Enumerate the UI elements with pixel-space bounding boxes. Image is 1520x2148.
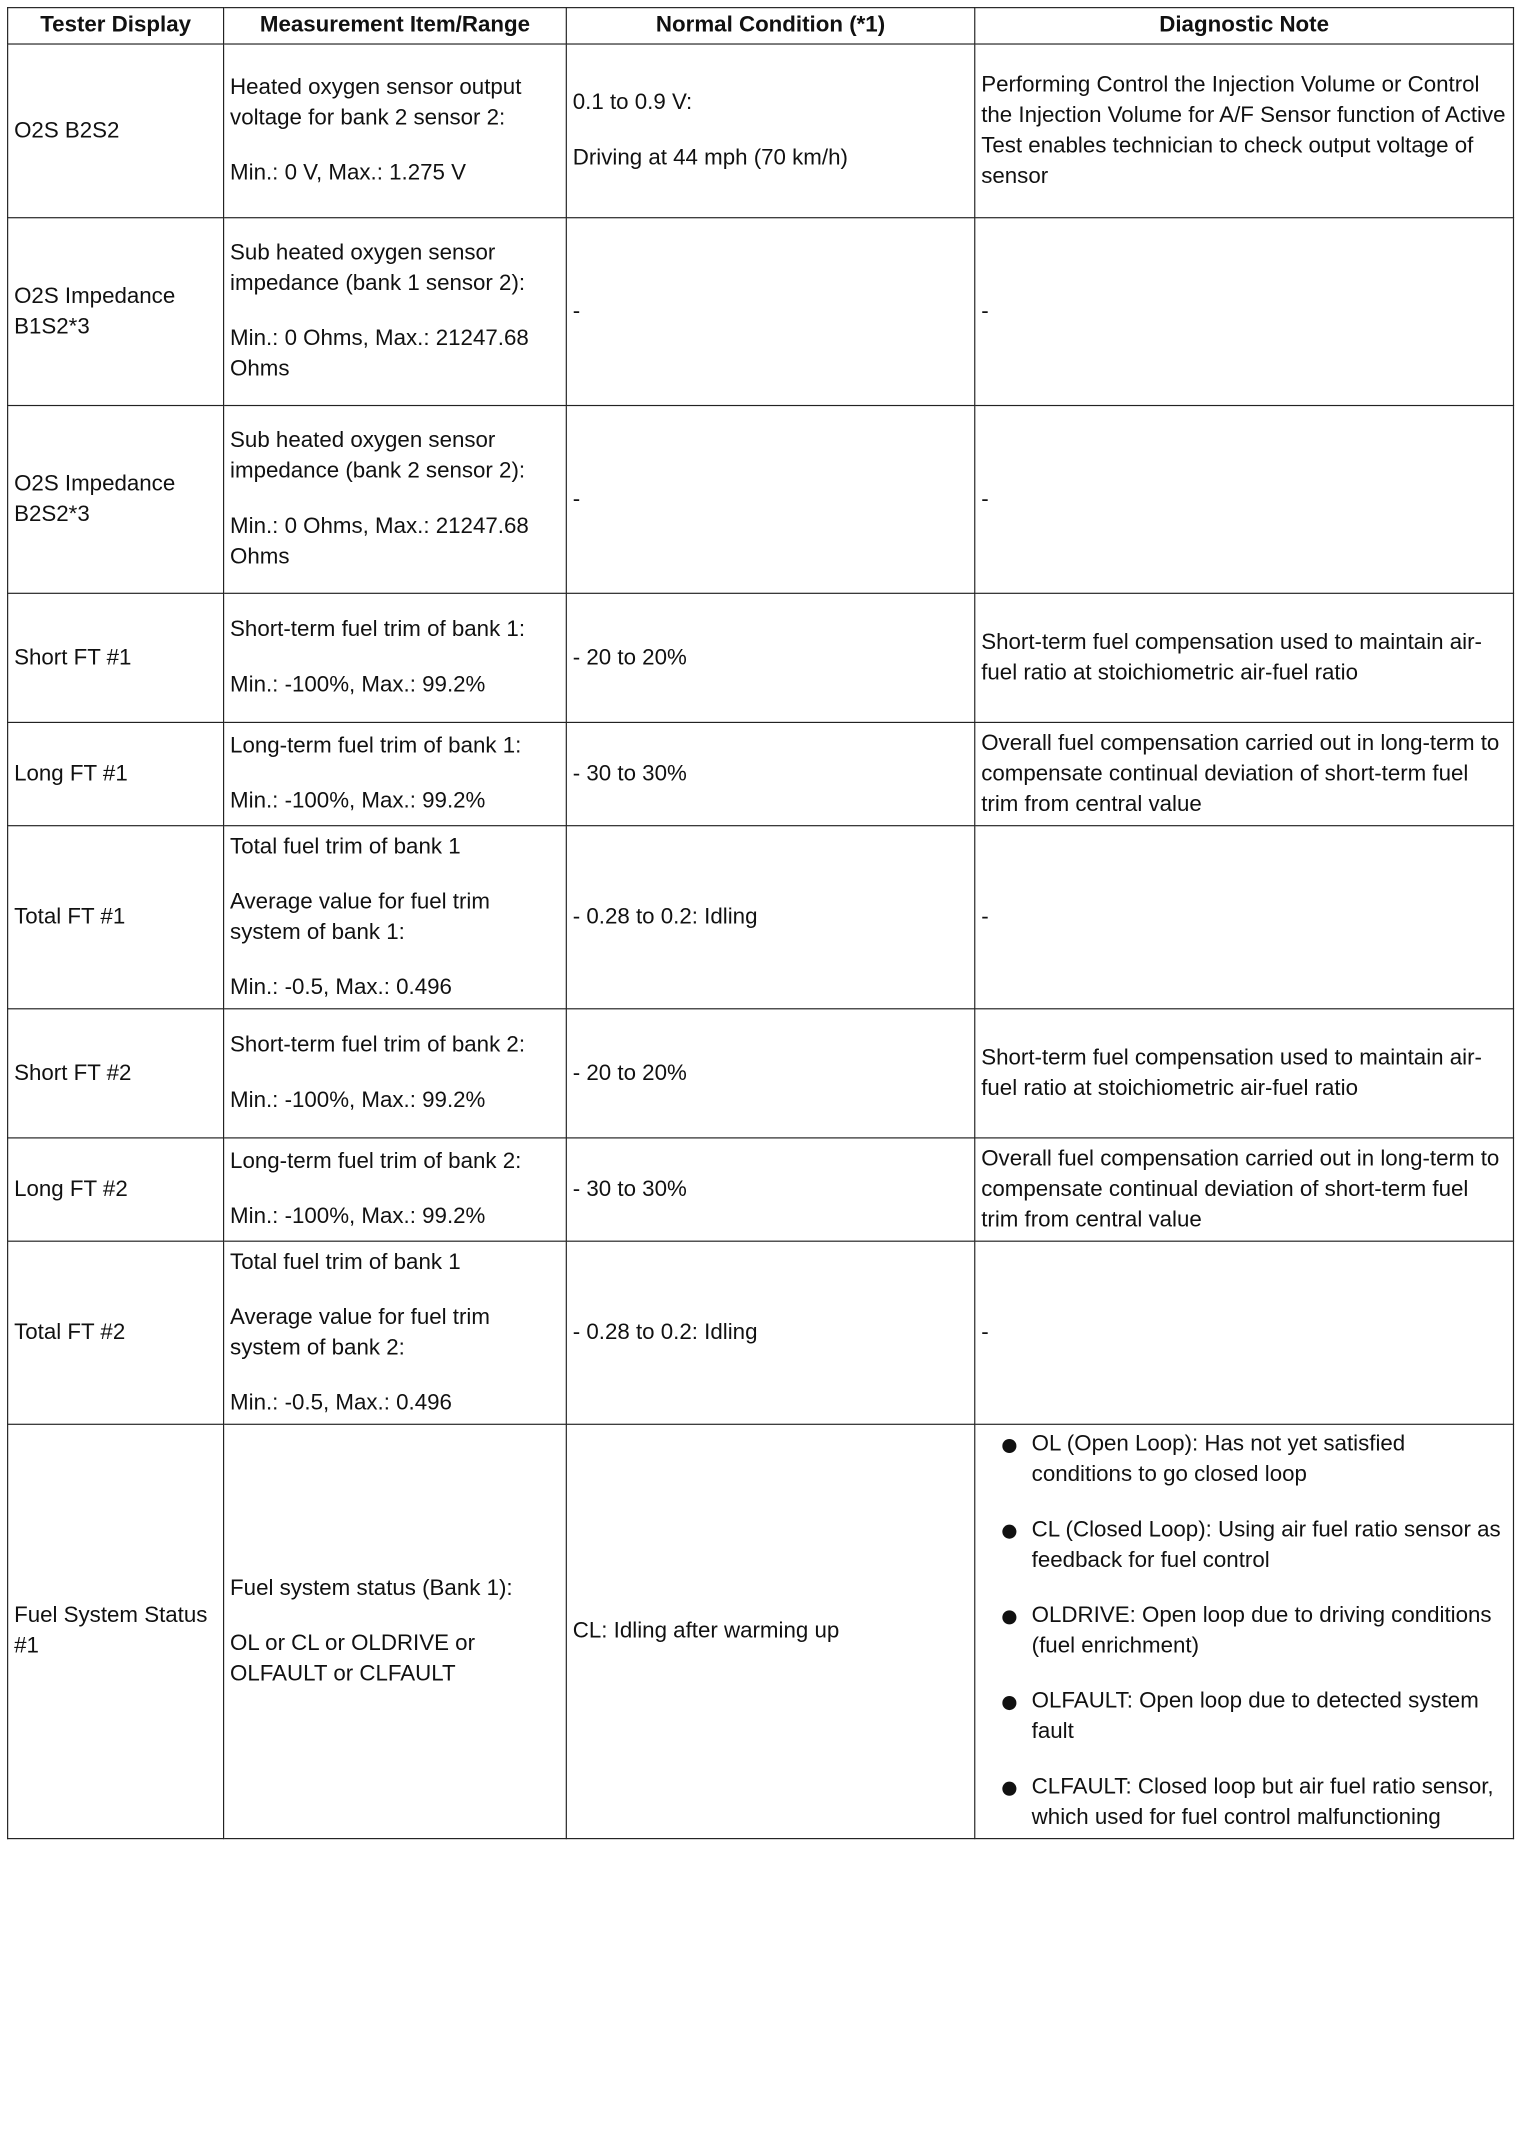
cell-measurement: Short-term fuel trim of bank 1: Min.: -100%, Max.: 99.2% xyxy=(224,593,567,722)
cell-tester-display: O2S Impedance B2S2*3 xyxy=(8,406,224,594)
cell-tester-display: O2S Impedance B1S2*3 xyxy=(8,218,224,406)
cell-tester-display: Total FT #2 xyxy=(8,1241,224,1424)
cell-diagnostic-note: Overall fuel compensation carried out in long-term to compensate continual deviation of short-term fuel trim from central value xyxy=(975,722,1514,825)
cell-measurement: Long-term fuel trim of bank 1: Min.: -100%, Max.: 99.2% xyxy=(224,722,567,825)
header-tester-display: Tester Display xyxy=(8,8,224,44)
bullet-icon xyxy=(1002,1782,1016,1796)
cell-diagnostic-note: - xyxy=(975,406,1514,594)
list-item: CL (Closed Loop): Using air fuel ratio sensor as feedback for fuel control xyxy=(981,1515,1507,1576)
table-row xyxy=(8,218,1514,406)
table-row xyxy=(8,1009,1514,1138)
cell-normal-condition: - 30 to 30% xyxy=(566,722,974,825)
cell-tester-display: O2S B2S2 xyxy=(8,44,224,218)
table-row xyxy=(8,44,1514,218)
cell-diagnostic-note: - xyxy=(975,218,1514,406)
cell-measurement: Heated oxygen sensor output voltage for bank 2 sensor 2: Min.: 0 V, Max.: 1.275 V xyxy=(224,44,567,218)
table-row xyxy=(8,593,1514,722)
table-body xyxy=(8,44,1514,1839)
cell-normal-condition: - 0.28 to 0.2: Idling xyxy=(566,826,974,1009)
bullet-icon xyxy=(1002,1696,1016,1710)
table-row xyxy=(8,826,1514,1009)
cell-tester-display: Short FT #2 xyxy=(8,1009,224,1138)
cell-normal-condition: - xyxy=(566,218,974,406)
cell-diagnostic-note xyxy=(975,1424,1514,1838)
cell-diagnostic-note: - xyxy=(975,826,1514,1009)
cell-measurement: Long-term fuel trim of bank 2: Min.: -100%, Max.: 99.2% xyxy=(224,1138,567,1241)
cell-diagnostic-note: Short-term fuel compensation used to maintain air-fuel ratio at stoichiometric air-fuel ratio xyxy=(975,593,1514,722)
list-item: OLFAULT: Open loop due to detected system fault xyxy=(981,1687,1507,1748)
table-row xyxy=(8,722,1514,825)
cell-normal-condition: - 20 to 20% xyxy=(566,1009,974,1138)
cell-diagnostic-note: - xyxy=(975,1241,1514,1424)
cell-normal-condition: CL: Idling after warming up xyxy=(566,1424,974,1838)
table-row-fuel-system-status xyxy=(8,1424,1514,1838)
cell-tester-display: Long FT #2 xyxy=(8,1138,224,1241)
table-row xyxy=(8,1138,1514,1241)
cell-normal-condition: - xyxy=(566,406,974,594)
cell-measurement: Total fuel trim of bank 1 Average value for fuel trim system of bank 2: Min.: -0.5, Max.: 0.496 xyxy=(224,1241,567,1424)
cell-normal-condition: 0.1 to 0.9 V: Driving at 44 mph (70 km/h) xyxy=(566,44,974,218)
cell-tester-display: Long FT #1 xyxy=(8,722,224,825)
cell-normal-condition: - 30 to 30% xyxy=(566,1138,974,1241)
list-item: CLFAULT: Closed loop but air fuel ratio sensor, which used for fuel control malfunctioning xyxy=(981,1772,1507,1833)
table-row xyxy=(8,406,1514,594)
cell-normal-condition: - 0.28 to 0.2: Idling xyxy=(566,1241,974,1424)
cell-diagnostic-note: Performing Control the Injection Volume or Control the Injection Volume for A/F Sensor function of Active Test enables technician to check output voltage of sensor xyxy=(975,44,1514,218)
cell-measurement: Sub heated oxygen sensor impedance (bank 2 sensor 2): Min.: 0 Ohms, Max.: 21247.68 Ohms xyxy=(224,406,567,594)
list-item: OL (Open Loop): Has not yet satisfied conditions to go closed loop xyxy=(981,1430,1507,1491)
cell-diagnostic-note: Short-term fuel compensation used to maintain air-fuel ratio at stoichiometric air-fuel ratio xyxy=(975,1009,1514,1138)
tester-data-table xyxy=(7,7,1514,1839)
list-item: OLDRIVE: Open loop due to driving conditions (fuel enrichment) xyxy=(981,1601,1507,1662)
cell-measurement: Sub heated oxygen sensor impedance (bank 1 sensor 2): Min.: 0 Ohms, Max.: 21247.68 Ohms xyxy=(224,218,567,406)
cell-measurement: Fuel system status (Bank 1): OL or CL or OLDRIVE or OLFAULT or CLFAULT xyxy=(224,1424,567,1838)
cell-tester-display: Total FT #1 xyxy=(8,826,224,1009)
header-normal-condition: Normal Condition (*1) xyxy=(566,8,974,44)
header-measurement: Measurement Item/Range xyxy=(224,8,567,44)
cell-tester-display: Fuel System Status #1 xyxy=(8,1424,224,1838)
table-row xyxy=(8,1241,1514,1424)
header-diagnostic-note: Diagnostic Note xyxy=(975,8,1514,44)
bullet-icon xyxy=(1002,1439,1016,1453)
table-header-row xyxy=(8,8,1514,44)
cell-diagnostic-note: Overall fuel compensation carried out in long-term to compensate continual deviation of short-term fuel trim from central value xyxy=(975,1138,1514,1241)
cell-measurement: Total fuel trim of bank 1 Average value for fuel trim system of bank 1: Min.: -0.5, Max.: 0.496 xyxy=(224,826,567,1009)
cell-measurement: Short-term fuel trim of bank 2: Min.: -100%, Max.: 99.2% xyxy=(224,1009,567,1138)
fuel-status-list xyxy=(981,1430,1507,1834)
bullet-icon xyxy=(1002,1610,1016,1624)
cell-tester-display: Short FT #1 xyxy=(8,593,224,722)
cell-normal-condition: - 20 to 20% xyxy=(566,593,974,722)
bullet-icon xyxy=(1002,1525,1016,1539)
